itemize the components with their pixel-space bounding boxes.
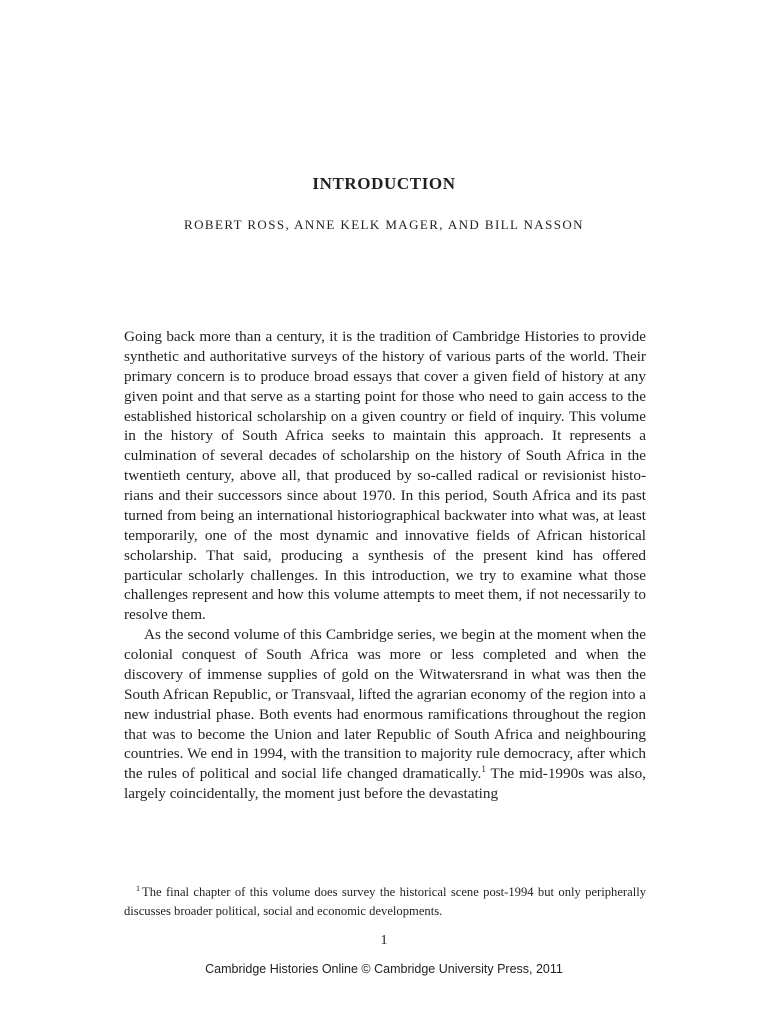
footnote-marker: 1: [136, 883, 140, 893]
body-text: [124, 327, 646, 804]
paragraph: Going back more than a century, it is the tradition of Cambridge Histories to provide synthetic and authoritative surveys of the history of various parts of the world. Their primary concern is to produce broad essays that cover a given field of history at any given point and that serve as a starting point for those who need to gain access to the established historical scholarship on a given country or field of inquiry. This volume in the history of South Africa seeks to maintain this approach. It represents a culmination of several decades of scholarship on the history of South Africa in the twentieth century, above all, that produced by so-called radical or revisionist historians and their successors since about 1970. In this period, South Africa and its past turned from being an international historiographical backwater into what was, at least temporarily, one of the most dynamic and innovative fields of African historical scholarship. That said, producing a synthesis of the present kind has offered particular scholarly challenges. In this introduction, we try to examine what those challenges represent and how this volume attempts to meet them, if not necessarily to resolve them.: [124, 328, 646, 624]
footnote-text: The final chapter of this volume does survey the historical scene post-1994 but only peripherally discusses broader political, social and economic developments.: [124, 885, 646, 918]
chapter-title: INTRODUCTION: [312, 174, 456, 193]
copyright-footer: Cambridge Histories Online © Cambridge University Press, 2011: [205, 962, 563, 976]
paragraph-text: The mid-1990s was also, largely coincidentally, the moment just before the devastating: [124, 765, 646, 803]
footnote-reference[interactable]: 1: [481, 764, 486, 775]
paragraph-text: As the second volume of this Cambridge series, we begin at the moment when the colonial conquest of South Africa was more or less completed and when the discovery of immense supplies of gold on the Witwatersrand in what was then the South African Republic, or Transvaal, lifted the agrarian economy of the region into a new industrial phase. Both events had enormous ramifications throughout the region that was to become the Union and later Republic of South Africa and neighbouring countries. We end in 1994, with the transition to majority rule democracy, after which the rules of political and social life changed dramatically.: [124, 626, 646, 783]
footnote: [124, 883, 646, 920]
chapter-authors: ROBERT ROSS, ANNE KELK MAGER, AND BILL NASSON: [184, 217, 584, 232]
paragraph: [124, 625, 646, 804]
page-number: 1: [380, 933, 388, 948]
